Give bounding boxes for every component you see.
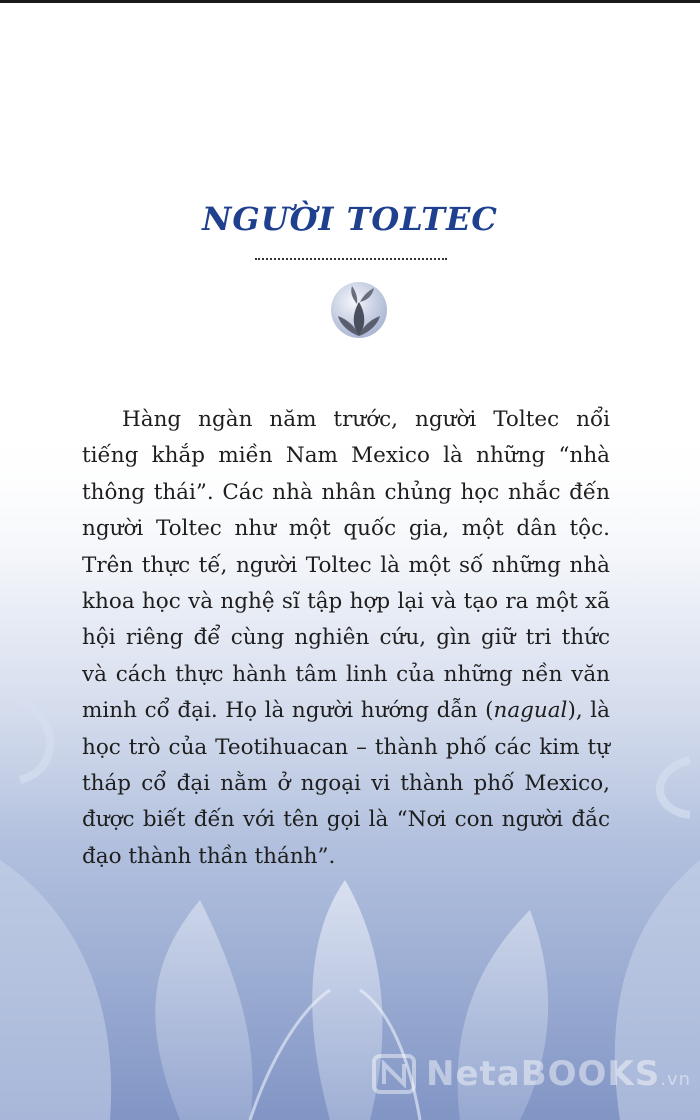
lotus-ornament-icon <box>330 278 388 342</box>
watermark-brand: NetaBOOKS <box>426 1054 661 1094</box>
chapter-paragraph <box>82 402 610 875</box>
paragraph-part-2: ), là học trò của Teotihuacan – thành phố các kim tự tháp cổ đại nằm ở ngoại vi thành phố Mexico, được biết đến với tên gọi là “Nơi con người đắc đạo thành thần thánh”. <box>82 698 610 869</box>
chapter-title: NGƯỜI TOLTEC <box>202 200 498 238</box>
watermark-text <box>426 1054 691 1094</box>
watermark-logo-icon <box>370 1052 420 1096</box>
watermark-suffix: .vn <box>660 1069 692 1090</box>
dotted-divider <box>255 258 447 260</box>
nagual-term: nagual <box>493 698 568 724</box>
publisher-watermark <box>370 1052 690 1100</box>
paragraph-part-1: Hàng ngàn năm trước, người Toltec nổi tiếng khắp miền Nam Mexico là những “nhà thông thái”. Các nhà nhân chủng học nhắc đến người Toltec như một quốc gia, một dân tộc. Trên thực tế, người Toltec là một số những nhà khoa học và nghệ sĩ tập hợp lại và tạo ra một xã hội riêng để cùng nghiên cứu, gìn giữ tri thức và cách thực hành tâm linh của những nền văn minh cổ đại. Họ là người hướng dẫn ( <box>82 407 610 724</box>
